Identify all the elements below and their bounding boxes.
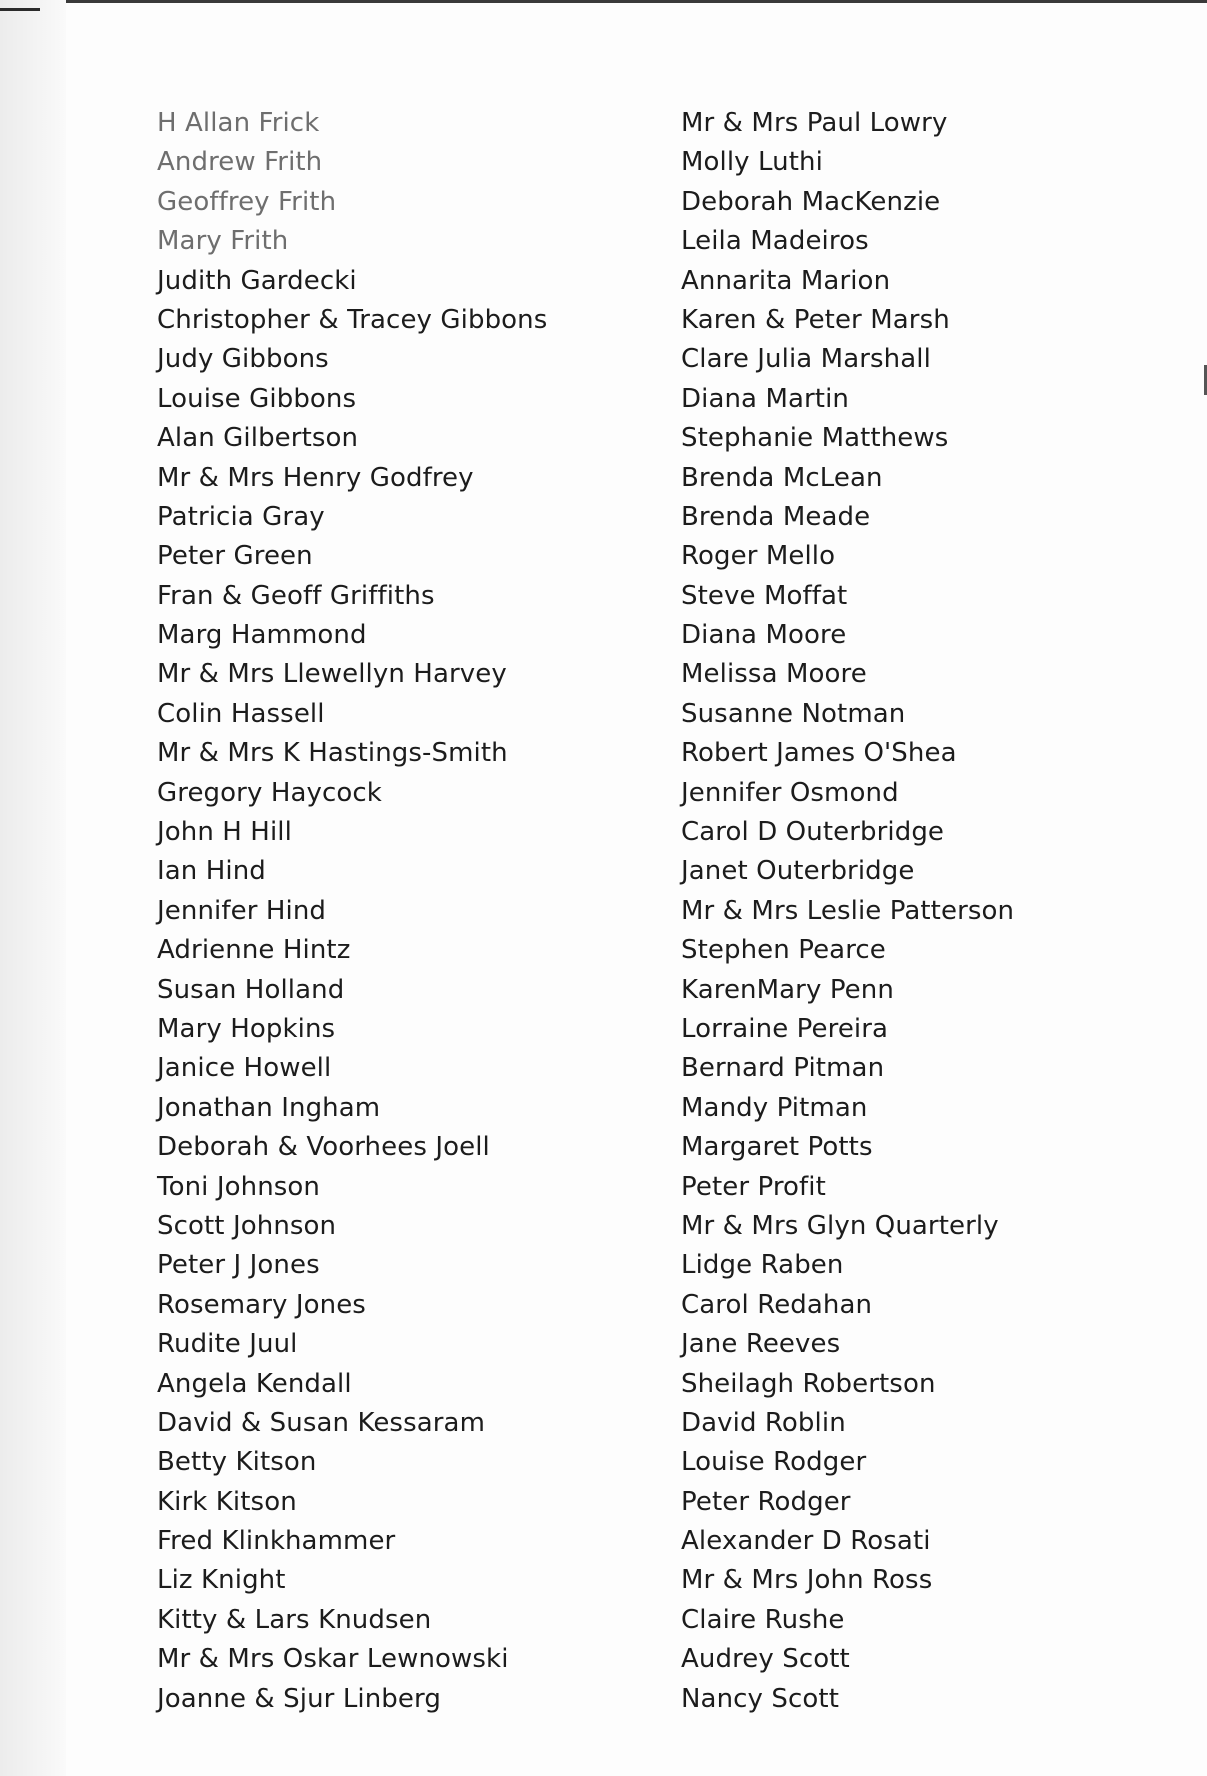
list-item: Gregory Haycock — [157, 777, 382, 808]
list-item: Toni Johnson — [157, 1171, 321, 1202]
list-item: Louise Rodger — [681, 1447, 867, 1478]
list-item: Mandy Pitman — [681, 1092, 868, 1123]
list-item: Mary Frith — [157, 226, 289, 257]
list-item: Margaret Potts — [681, 1132, 873, 1163]
list-item: Scott Johnson — [157, 1210, 337, 1241]
list-item: Peter J Jones — [157, 1250, 320, 1281]
scan-top-edge — [66, 0, 1207, 3]
list-item: Robert James O'Shea — [681, 738, 957, 769]
list-item: Ian Hind — [157, 856, 266, 887]
list-item: Jennifer Osmond — [681, 777, 899, 808]
list-item: John H Hill — [157, 817, 292, 848]
list-item: Mr & Mrs Henry Godfrey — [157, 462, 474, 493]
list-item: Rosemary Jones — [157, 1289, 366, 1320]
scan-margin-strip — [0, 0, 66, 1776]
list-item: Lidge Raben — [681, 1250, 844, 1281]
list-item: Christopher & Tracey Gibbons — [157, 304, 548, 335]
list-item: Andrew Frith — [157, 147, 323, 178]
list-item: Janet Outerbridge — [681, 856, 915, 887]
list-item: Jane Reeves — [681, 1329, 841, 1360]
list-item: Mr & Mrs John Ross — [681, 1565, 933, 1596]
list-item: Mr & Mrs Leslie Patterson — [681, 895, 1015, 926]
scan-corner-mark — [0, 8, 40, 11]
list-item: Lorraine Pereira — [681, 1013, 889, 1044]
list-item: Mr & Mrs Oskar Lewnowski — [157, 1644, 509, 1675]
list-item: Adrienne Hintz — [157, 935, 351, 966]
list-item: Roger Mello — [681, 541, 836, 572]
list-item: Clare Julia Marshall — [681, 344, 931, 375]
list-item: Louise Gibbons — [157, 383, 357, 414]
list-item: Jennifer Hind — [157, 895, 327, 926]
list-item: Annarita Marion — [681, 265, 891, 296]
list-item: Liz Knight — [157, 1565, 286, 1596]
list-item: Peter Green — [157, 541, 313, 572]
list-item: Sheilagh Robertson — [681, 1368, 936, 1399]
list-item: Kitty & Lars Knudsen — [157, 1604, 432, 1635]
list-item: Carol Redahan — [681, 1289, 873, 1320]
list-item: Patricia Gray — [157, 501, 325, 532]
list-item: Peter Profit — [681, 1171, 826, 1202]
list-item: Jonathan Ingham — [157, 1092, 381, 1123]
list-item: Mary Hopkins — [157, 1013, 336, 1044]
list-item: David Roblin — [681, 1407, 846, 1438]
list-item: Carol D Outerbridge — [681, 817, 945, 848]
list-item: Judith Gardecki — [157, 265, 357, 296]
list-item: Diana Moore — [681, 620, 847, 651]
list-item: Diana Martin — [681, 383, 850, 414]
list-item: Molly Luthi — [681, 147, 823, 178]
list-item: Mr & Mrs K Hastings-Smith — [157, 738, 508, 769]
list-item: Alan Gilbertson — [157, 423, 359, 454]
list-item: Audrey Scott — [681, 1644, 850, 1675]
list-item: H Allan Frick — [157, 108, 320, 138]
list-item: Angela Kendall — [157, 1368, 352, 1399]
list-item: KarenMary Penn — [681, 974, 894, 1005]
list-item: Kirk Kitson — [157, 1486, 297, 1517]
left-name-column — [157, 104, 547, 1719]
list-item: Fred Klinkhammer — [157, 1526, 396, 1557]
list-item: Bernard Pitman — [681, 1053, 885, 1084]
list-item: Steve Moffat — [681, 580, 848, 611]
list-item: Deborah MacKenzie — [681, 186, 941, 217]
list-item: David & Susan Kessaram — [157, 1407, 485, 1438]
list-item: Susan Holland — [157, 974, 345, 1005]
list-item: Betty Kitson — [157, 1447, 317, 1478]
list-item: Mr & Mrs Paul Lowry — [681, 108, 948, 138]
list-item: Judy Gibbons — [157, 344, 329, 375]
list-item: Susanne Notman — [681, 698, 906, 729]
list-item: Claire Rushe — [681, 1604, 845, 1635]
list-item: Melissa Moore — [681, 659, 867, 690]
list-item: Mr & Mrs Glyn Quarterly — [681, 1210, 999, 1241]
list-item: Mr & Mrs Llewellyn Harvey — [157, 659, 507, 690]
list-item: Nancy Scott — [681, 1683, 840, 1714]
right-name-column — [681, 104, 1014, 1719]
list-item: Joanne & Sjur Linberg — [157, 1683, 441, 1714]
list-item: Janice Howell — [157, 1053, 332, 1084]
list-item: Marg Hammond — [157, 620, 367, 651]
list-item: Geoffrey Frith — [157, 186, 337, 217]
list-item: Deborah & Voorhees Joell — [157, 1132, 490, 1163]
list-item: Brenda McLean — [681, 462, 883, 493]
list-item: Peter Rodger — [681, 1486, 851, 1517]
list-item: Leila Madeiros — [681, 226, 869, 257]
list-item: Fran & Geoff Griffiths — [157, 580, 435, 611]
list-item: Rudite Juul — [157, 1329, 298, 1360]
list-item: Stephanie Matthews — [681, 423, 949, 454]
list-item: Alexander D Rosati — [681, 1526, 931, 1557]
list-item: Colin Hassell — [157, 698, 325, 729]
list-item: Karen & Peter Marsh — [681, 304, 950, 335]
list-item: Brenda Meade — [681, 501, 871, 532]
list-item: Stephen Pearce — [681, 935, 886, 966]
